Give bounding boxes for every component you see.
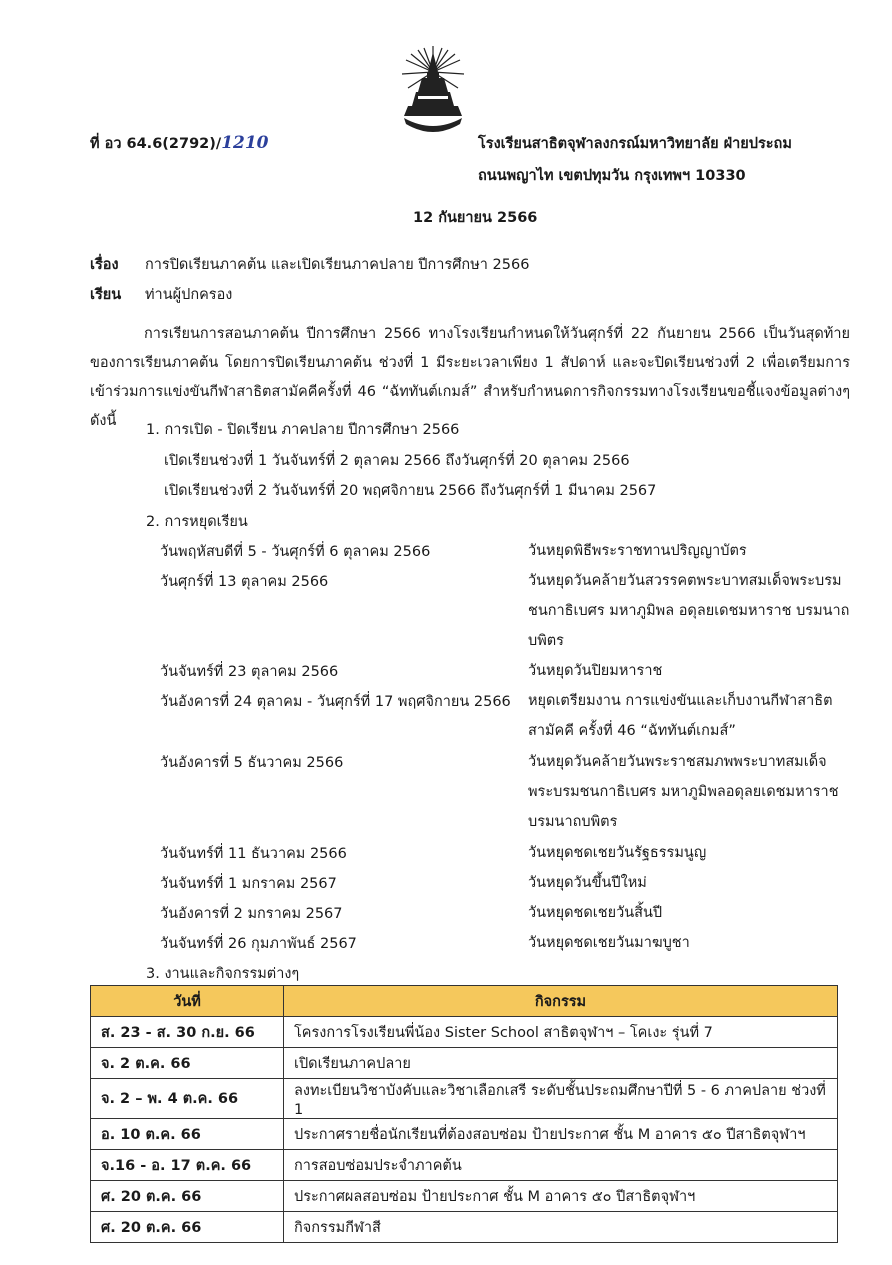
holiday-description: วันหยุดวันคล้ายวันพระราชสมภพพระบาทสมเด็จพระบรมชนกาธิเบศร มหาภูมิพลอดุลยเดชมหาราช บรมนาถบพิตร (528, 754, 839, 830)
holiday-date: วันจันทร์ที่ 1 มกราคม 2567 (160, 876, 337, 892)
section3-title: 3. งานและกิจกรรมต่างๆ (146, 966, 300, 982)
holiday-description: วันหยุดพิธีพระราชทานปริญญาบัตร (528, 543, 747, 559)
intro-paragraph: การเรียนการสอนภาคต้น ปีการศึกษา 2566 ทางโรงเรียนกำหนดให้วันศุกร์ที่ 22 กันยายน 2566 เป็นวันสุดท้ายของการเรียนภาคต้น โดยการปิดเรียนภาคต้น ช่วงที่ 1 มีระยะเวลาเพียง 1 สัปดาห์ และจะปิดเรียนช่วงที่ 2 เพื่อเตรียมการเข้าร่วมการแข่งขันกีฬาสาธิตสามัคคีครั้งที่ 46 “ฉัททันต์เกมส์” สำหรับกำหนดการกิจกรรมทางโรงเรียนขอชี้แจงข้อมูลต่างๆ ดังนี้ (90, 326, 850, 429)
activity-date: จ. 2 ต.ค. 66 (91, 1048, 284, 1079)
activity-description: ประกาศรายชื่อนักเรียนที่ต้องสอบซ่อม ป้ายประกาศ ชั้น M อาคาร ๕๐ ปีสาธิตจุฬาฯ (284, 1119, 838, 1150)
activity-date: จ. 2 – พ. 4 ต.ค. 66 (91, 1079, 284, 1119)
reference-handwritten-number: 1210 (221, 133, 269, 153)
holiday-description: วันหยุดชดเชยวันมาฆบูชา (528, 935, 690, 951)
table-row (91, 1212, 838, 1243)
subject-label: เรื่อง (90, 257, 119, 273)
table-row (91, 1017, 838, 1048)
section1-title: 1. การเปิด - ปิดเรียน ภาคปลาย ปีการศึกษา 2566 (146, 422, 460, 438)
table-header-row (91, 986, 838, 1017)
holiday-description: วันหยุดวันขึ้นปีใหม่ (528, 875, 647, 891)
holiday-date: วันจันทร์ที่ 26 กุมภาพันธ์ 2567 (160, 936, 357, 952)
holiday-date: วันจันทร์ที่ 23 ตุลาคม 2566 (160, 664, 339, 680)
section1-line: เปิดเรียนช่วงที่ 1 วันจันทร์ที่ 2 ตุลาคม 2566 ถึงวันศุกร์ที่ 20 ตุลาคม 2566 (164, 453, 630, 469)
recipient-text: ท่านผู้ปกครอง (145, 287, 233, 303)
holiday-description: วันหยุดชดเชยวันรัฐธรรมนูญ (528, 845, 707, 861)
holiday-date: วันศุกร์ที่ 13 ตุลาคม 2566 (160, 574, 329, 590)
holiday-date: วันพฤหัสบดีที่ 5 - วันศุกร์ที่ 6 ตุลาคม 2566 (160, 544, 431, 560)
column-header-date: วันที่ (91, 986, 284, 1017)
holiday-date: วันจันทร์ที่ 11 ธันวาคม 2566 (160, 846, 347, 862)
reference-number (90, 132, 269, 155)
activity-date: จ.16 - อ. 17 ต.ค. 66 (91, 1150, 284, 1181)
table-row (91, 1079, 838, 1119)
section1-line: เปิดเรียนช่วงที่ 2 วันจันทร์ที่ 20 พฤศจิกายน 2566 ถึงวันศุกร์ที่ 1 มีนาคม 2567 (164, 483, 657, 499)
school-crest-icon (398, 42, 468, 142)
letter-date: 12 กันยายน 2566 (413, 210, 538, 226)
table-row (91, 1150, 838, 1181)
holiday-date: วันอังคารที่ 2 มกราคม 2567 (160, 906, 343, 922)
recipient-label: เรียน (90, 287, 122, 303)
activity-date: ส. 23 - ส. 30 ก.ย. 66 (91, 1017, 284, 1048)
holiday-date: วันอังคารที่ 24 ตุลาคม - วันศุกร์ที่ 17 พฤศจิกายน 2566 (160, 694, 511, 710)
organization-name: โรงเรียนสาธิตจุฬาลงกรณ์มหาวิทยาลัย ฝ่ายประถม (478, 136, 792, 152)
activity-description: โครงการโรงเรียนพี่น้อง Sister School สาธิตจุฬาฯ – โคเงะ รุ่นที่ 7 (284, 1017, 838, 1048)
holiday-description: วันหยุดวันคล้ายวันสวรรคตพระบาทสมเด็จพระบรมชนกาธิเบศร มหาภูมิพล อดุลยเดชมหาราช บรมนาถบพิตร (528, 573, 850, 649)
holiday-description: หยุดเตรียมงาน การแข่งขันและเก็บงานกีฬาสาธิตสามัคคี ครั้งที่ 46 “ฉัททันต์เกมส์” (528, 693, 833, 739)
activities-table (90, 985, 838, 1243)
activity-date: ศ. 20 ต.ค. 66 (91, 1212, 284, 1243)
organization-address: ถนนพญาไท เขตปทุมวัน กรุงเทพฯ 10330 (478, 168, 746, 184)
holiday-description: วันหยุดวันปิยมหาราช (528, 663, 663, 679)
table-row (91, 1181, 838, 1212)
holiday-date: วันอังคารที่ 5 ธันวาคม 2566 (160, 755, 344, 771)
table-row (91, 1119, 838, 1150)
subject-text: การปิดเรียนภาคต้น และเปิดเรียนภาคปลาย ปีการศึกษา 2566 (145, 257, 530, 273)
activity-date: ศ. 20 ต.ค. 66 (91, 1181, 284, 1212)
activity-description: กิจกรรมกีฬาสี (284, 1212, 838, 1243)
activity-description: การสอบซ่อมประจำภาคต้น (284, 1150, 838, 1181)
holiday-description: วันหยุดชดเชยวันสิ้นปี (528, 905, 663, 921)
activity-description: ประกาศผลสอบซ่อม ป้ายประกาศ ชั้น M อาคาร ๕๐ ปีสาธิตจุฬาฯ (284, 1181, 838, 1212)
reference-prefix: ที่ อว 64.6(2792)/ (90, 136, 222, 152)
section2-title: 2. การหยุดเรียน (146, 514, 248, 530)
column-header-activity: กิจกรรม (284, 986, 838, 1017)
activity-description: ลงทะเบียนวิชาบังคับและวิชาเลือกเสรี ระดับชั้นประถมศึกษาปีที่ 5 - 6 ภาคปลาย ช่วงที่ 1 (284, 1079, 838, 1119)
activity-description: เปิดเรียนภาคปลาย (284, 1048, 838, 1079)
activity-date: อ. 10 ต.ค. 66 (91, 1119, 284, 1150)
table-row (91, 1048, 838, 1079)
